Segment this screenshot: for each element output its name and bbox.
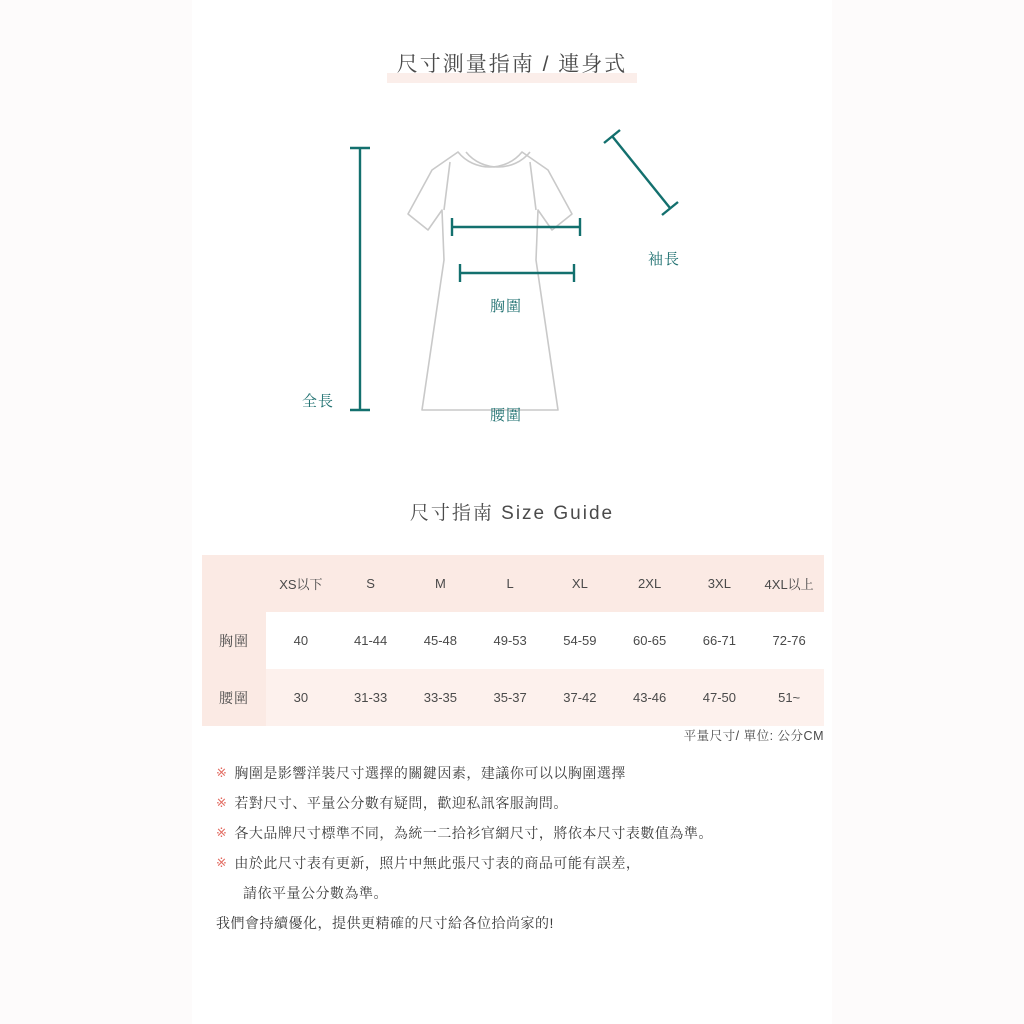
cell-bust-4xl: 72-76 [772,633,806,648]
note-item [216,788,832,818]
header-cell-corner [202,555,266,612]
right-margin-band [832,0,1024,1024]
table-header-row [202,555,824,612]
header-cell-4xl: 4XL以上 [764,577,814,592]
note-mark-icon: ※ [216,825,228,840]
note-text: 我們會持續優化，提供更精確的尺寸給各位拾尚家的! [216,915,554,931]
cell-bust-m: 45-48 [423,633,457,648]
note-mark-icon: ※ [216,795,228,810]
header-cell-3xl: 3XL [707,576,731,591]
header-cell-s: S [366,576,375,591]
cell-waist-xl: 37-42 [563,690,597,705]
page-title-wrap [192,46,832,83]
left-margin-band [0,0,192,1024]
note-item-continuation [216,878,832,908]
diagram-label-length: 全長 [302,393,335,410]
header-cell-xs: XS以下 [279,577,323,592]
cell-waist-s: 31-33 [354,690,388,705]
cell-waist-m: 33-35 [423,690,457,705]
header-cell-xl: XL [571,576,588,591]
cell-bust-2xl: 60-65 [633,633,667,648]
table-unit-note: 平量尺寸/ 單位: 公分CM [683,729,824,743]
note-item [216,848,832,878]
note-item [216,818,832,848]
cell-waist-3xl: 47-50 [702,690,736,705]
diagram-label-sleeve: 袖長 [648,251,681,268]
diagram-label-bust: 胸圍 [490,298,523,315]
note-text: 請依平量公分數為準。 [243,885,388,901]
note-text: 由於此尺寸表有更新，照片中無此張尺寸表的商品可能有誤差， [234,855,641,871]
size-table-body [202,612,824,726]
cell-bust-3xl: 66-71 [702,633,736,648]
row-label-waist: 腰圍 [202,669,266,726]
cell-bust-l: 49-53 [493,633,527,648]
size-table-head [202,555,824,612]
cell-bust-s: 41-44 [354,633,388,648]
cell-bust-xs: 40 [293,633,309,648]
cell-bust-xl: 54-59 [563,633,597,648]
page-title: 尺寸測量指南 / 連身式 [387,46,638,83]
header-cell-m: M [434,576,446,591]
table-row [202,612,824,669]
note-text: 胸圍是影響洋裝尺寸選擇的關鍵因素，建議你可以以胸圍選擇 [234,765,626,781]
header-cell-l: L [506,576,514,591]
cell-waist-2xl: 43-46 [633,690,667,705]
cell-waist-xs: 30 [293,690,309,705]
note-mark-icon: ※ [216,765,228,780]
notes-list [216,758,832,938]
table-row [202,669,824,726]
note-text: 若對尺寸、平量公分數有疑問，歡迎私訊客服詢問。 [234,795,568,811]
size-guide-title: 尺寸指南 Size Guide [409,503,615,524]
note-mark-icon: ※ [216,855,228,870]
garment-diagram [192,110,832,470]
note-item [216,758,832,788]
content-column [192,0,832,1024]
size-table-wrap [202,555,824,726]
row-label-bust: 胸圍 [202,612,266,669]
note-text: 各大品牌尺寸標準不同，為統一二拾衫官網尺寸，將依本尺寸表數值為準。 [234,825,713,841]
diagram-label-waist: 腰圍 [490,407,523,424]
header-cell-2xl: 2XL [638,576,662,591]
note-item-closing [216,908,832,938]
cell-waist-l: 35-37 [493,690,527,705]
size-table [202,555,824,726]
cell-waist-4xl: 51~ [778,690,801,705]
